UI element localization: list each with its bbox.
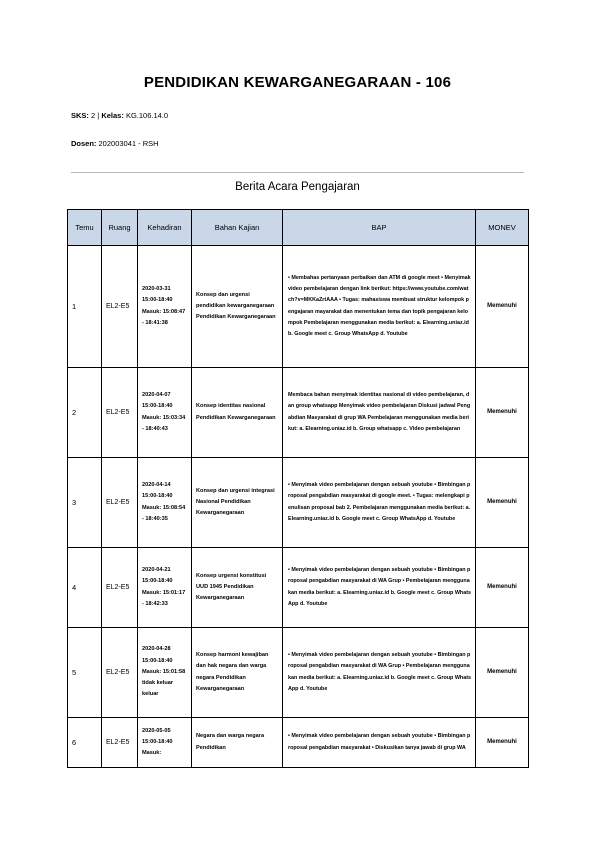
cell-ruang: EL2-E5 — [102, 548, 138, 628]
separator: | — [97, 111, 100, 120]
cell-kehadiran: 2020-03-31 15:00-18:40 Masuk: 15:08:47 - 18:41:38 — [138, 246, 192, 368]
cell-ruang: EL2-E5 — [102, 718, 138, 768]
table-row — [68, 718, 529, 768]
cell-monev: Memenuhi — [476, 548, 529, 628]
cell-bahan-kajian: Konsep dan urgensi integrasi Nasional Pendidikan Kewarganegaraan — [192, 458, 283, 548]
table-header-row — [68, 210, 529, 246]
cell-kehadiran: 2020-04-07 15:00-18:40 Masuk: 15:03:34 - 18:40:43 — [138, 368, 192, 458]
course-info — [71, 111, 168, 120]
cell-monev: Memenuhi — [476, 246, 529, 368]
cell-temu: 4 — [68, 548, 102, 628]
cell-ruang: EL2-E5 — [102, 628, 138, 718]
dosen-value: 202003041 - RSH — [98, 139, 159, 148]
kelas-label: Kelas: — [101, 111, 124, 120]
table-row — [68, 368, 529, 458]
cell-kehadiran: 2020-04-28 15:00-18:40 Masuk: 15:01:58 tidak keluar keluar — [138, 628, 192, 718]
cell-ruang: EL2-E5 — [102, 246, 138, 368]
divider — [71, 172, 524, 173]
dosen-label: Dosen: — [71, 139, 97, 148]
col-header-kehadiran: Kehadiran — [138, 210, 192, 246]
cell-bahan-kajian: Negara dan warga negara Pendidikan — [192, 718, 283, 768]
page-title: PENDIDIKAN KEWARGANEGARAAN - 106 — [143, 74, 452, 91]
cell-ruang: EL2-E5 — [102, 368, 138, 458]
cell-bap: Membaca bahan menyimak identitas nasional di video pembelajaran, dan group whatsapp Menyimak video pembelajaran Diskusi jadwal Pengabdian Masyarakat di grup WA Pembelajaran menggunakan media berikut: a. Elearning.uniaz.id b. Group whatsapp c. Video pembelajaran — [283, 368, 476, 458]
table-row — [68, 458, 529, 548]
cell-bap: • Menyimak video pembelajaran dengan sebuah youtube • Bimbingan proposal pengabdian masyarakat di WA Grup • Pembelajaran menggunakan media berikut: a. Elearning.uniaz.id b. Google meet c. Group WhatsApp d. Youtube — [283, 548, 476, 628]
cell-bahan-kajian: Konsep dan urgensi pendidikan kewarganegaraan Pendidikan Kewarganegaraan — [192, 246, 283, 368]
sks-value: 2 — [91, 111, 96, 120]
section-title: Berita Acara Pengajaran — [235, 181, 360, 193]
bap-table — [67, 209, 529, 768]
cell-temu: 1 — [68, 246, 102, 368]
kelas-value: KG.106.14.0 — [125, 111, 169, 120]
cell-monev: Memenuhi — [476, 368, 529, 458]
col-header-temu: Temu — [68, 210, 102, 246]
col-header-ruang: Ruang — [102, 210, 138, 246]
cell-temu: 6 — [68, 718, 102, 768]
cell-temu: 2 — [68, 368, 102, 458]
cell-kehadiran: 2020-04-21 15:00-18:40 Masuk: 15:01:17 - 18:42:33 — [138, 548, 192, 628]
cell-monev: Memenuhi — [476, 628, 529, 718]
cell-temu: 5 — [68, 628, 102, 718]
col-header-bap: BAP — [283, 210, 476, 246]
cell-ruang: EL2-E5 — [102, 458, 138, 548]
cell-monev: Memenuhi — [476, 458, 529, 548]
cell-bap: • Membahas pertanyaan perbaikan dan ATM di google meet • Menyimak video pembelajaran dengan link berikut: https://www.youtube.com/watch?v=MKKaZrtAAA • Tugas: mahasiswa membuat struktur kelompok pengajaran mayarakat dan menentukan tema dan topik pengajaran kelompok Pembelajaran menggunakan media berikut: a. Elearning.uniaz.id b. Google meet c. Group WhatsApp d. Youtube — [283, 246, 476, 368]
cell-bap: • Menyimak video pembelajaran dengan sebuah youtube • Bimbingan proposal pengabdian masyarakat di WA Grup • Pembelajaran menggunakan media berikut: a. Elearning.uniaz.id b. Google meet c. Group WhatsApp d. Youtube — [283, 628, 476, 718]
table-row — [68, 628, 529, 718]
lecturer-info — [71, 139, 159, 148]
cell-kehadiran: 2020-04-14 15:00-18:40 Masuk: 15:08:54 - 18:40:35 — [138, 458, 192, 548]
cell-bap: • Menyimak video pembelajaran dengan sebuah youtube • Bimbingan proposal pengabdian masyarakat di google meet. • Tugas: melengkapi penulisan proposal bab 2. Pembelajaran menggunakan media berikut: a. Elearning.uniaz.id b. Google meet c. Group WhatsApp d. Youtube — [283, 458, 476, 548]
col-header-monev: MONEV — [476, 210, 529, 246]
cell-temu: 3 — [68, 458, 102, 548]
cell-bahan-kajian: Konsep harmoni kewajiban dan hak negara dan warga negara Pendidikan Kewarganegaraan — [192, 628, 283, 718]
cell-bahan-kajian: Konsep urgensi konstitusi UUD 1945 Pendidikan Kewarganegaraan — [192, 548, 283, 628]
table-row — [68, 548, 529, 628]
col-header-bahan-kajian: Bahan Kajian — [192, 210, 283, 246]
cell-monev: Memenuhi — [476, 718, 529, 768]
table-row — [68, 246, 529, 368]
cell-bap: • Menyimak video pembelajaran dengan sebuah youtube • Bimbingan proposal pengabdian masyarakat • Diskusikan tanya jawab di grup WA — [283, 718, 476, 768]
sks-label: SKS: — [71, 111, 89, 120]
cell-kehadiran: 2020-05-05 15:00-18:40 Masuk: — [138, 718, 192, 768]
cell-bahan-kajian: Konsep identitas nasional Pendidikan Kewarganegaraan — [192, 368, 283, 458]
